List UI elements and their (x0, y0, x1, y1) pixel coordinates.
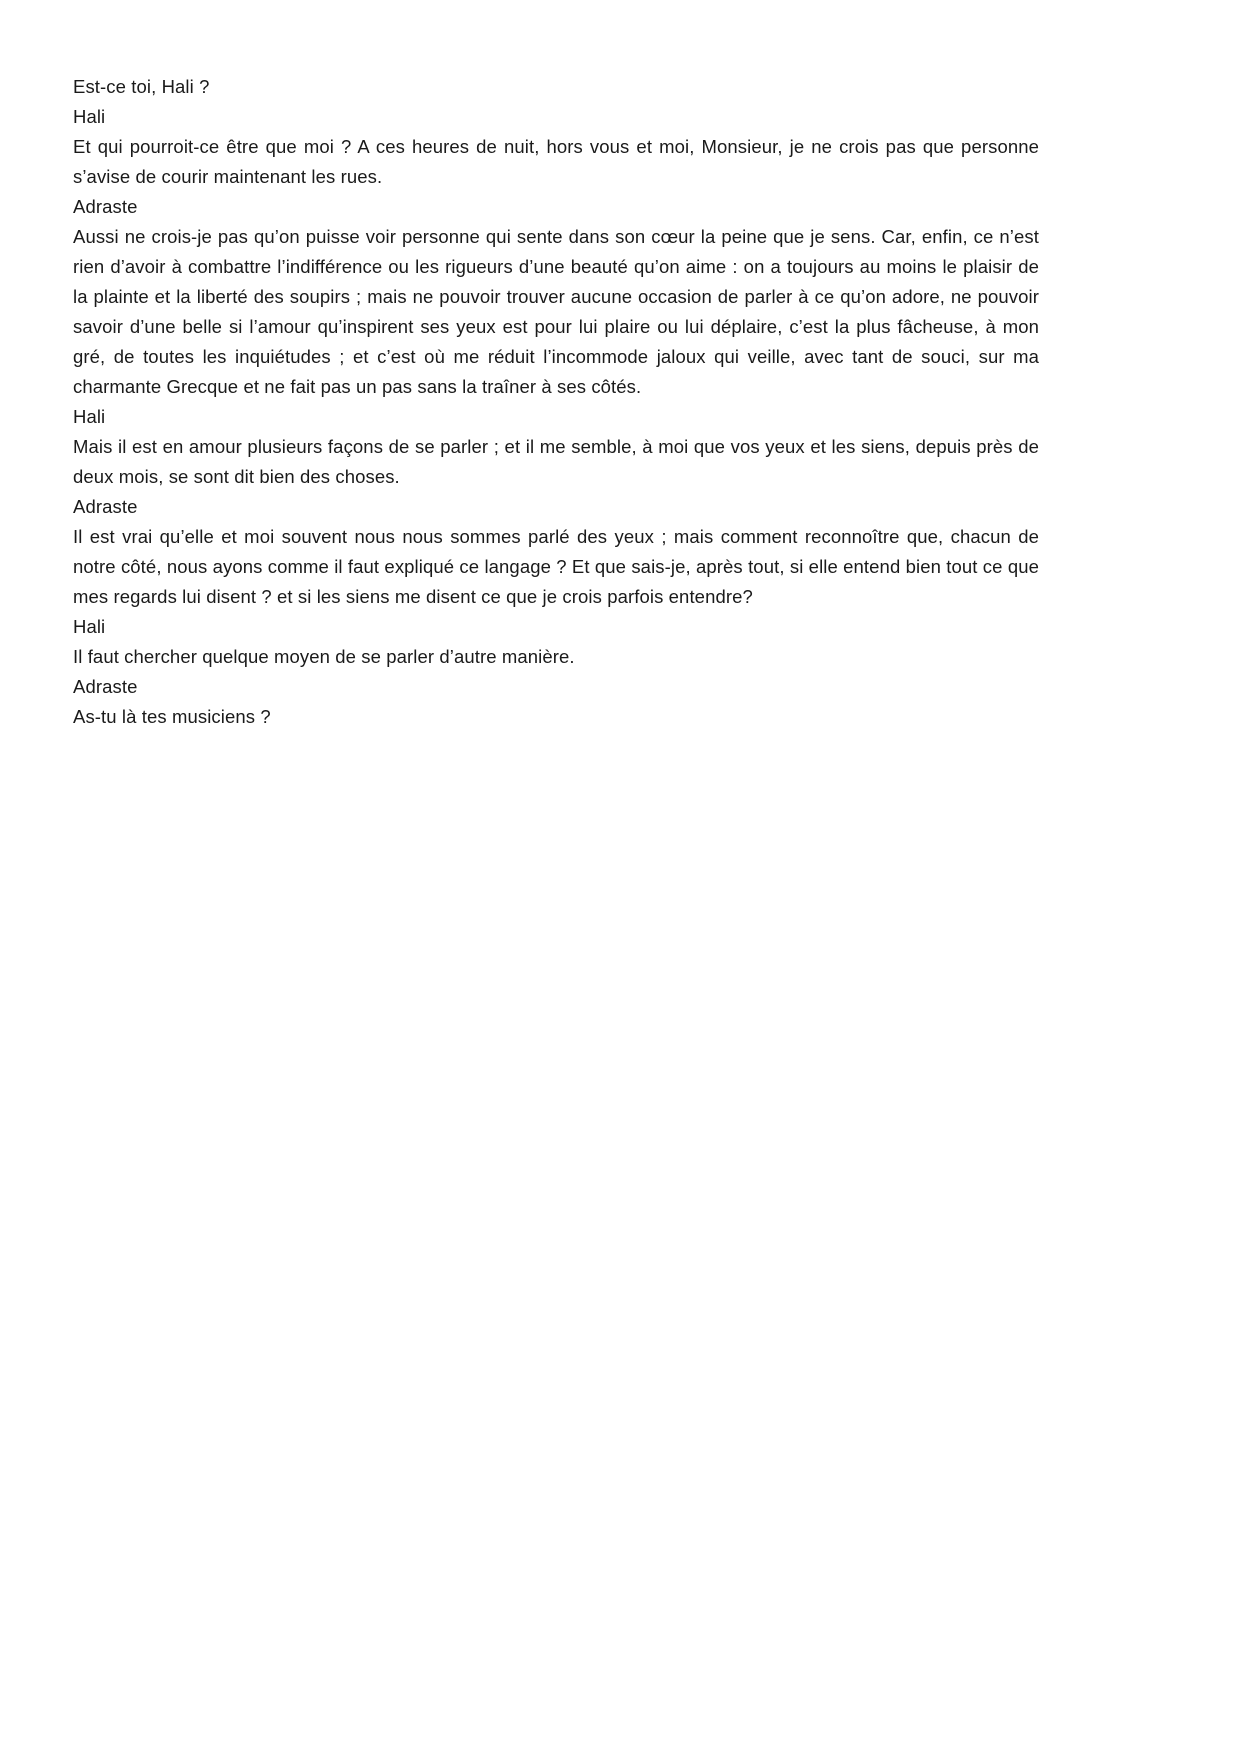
dialogue-paragraph: Est-ce toi, Hali ? (73, 76, 210, 97)
speaker-name: Adraste (73, 676, 138, 697)
dialogue-paragraph: As-tu là tes musiciens ? (73, 706, 271, 727)
dialogue-paragraph: Il est vrai qu’elle et moi souvent nous nous sommes parlé des yeux ; mais comment reconnoître que, chacun de notre côté, nous ayons comme il faut expliqué ce langage ? Et que sais-je, après tout, si elle entend bien tout ce que mes regards lui disent ? et si les siens me disent ce que je crois parfois entendre? (73, 526, 1039, 607)
dialogue-paragraph: Et qui pourroit-ce être que moi ? A ces heures de nuit, hors vous et moi, Monsieur, je ne crois pas que personne s’avise de courir maintenant les rues. (73, 136, 1039, 187)
dialogue-paragraph: Aussi ne crois-je pas qu’on puisse voir personne qui sente dans son cœur la peine que je sens. Car, enfin, ce n’est rien d’avoir à combattre l’indifférence ou les rigueurs d’une beauté qu’on aime : on a toujours au moins le plaisir de la plainte et la liberté des soupirs ; mais ne pouvoir trouver aucune occasion de parler à ce qu’on adore, ne pouvoir savoir d’une belle si l’amour qu’inspirent ses yeux est pour lui plaire ou lui déplaire, c’est la plus fâcheuse, à mon gré, de toutes les inquiétudes ; et c’est où me réduit l’incommode jaloux qui veille, avec tant de souci, sur ma charmante Grecque et ne fait pas un pas sans la traîner à ses côtés. (73, 226, 1039, 397)
speaker-name: Hali (73, 106, 106, 127)
dialogue-paragraph: Mais il est en amour plusieurs façons de se parler ; et il me semble, à moi que vos yeux et les siens, depuis près de deux mois, se sont dit bien des choses. (73, 436, 1039, 487)
speaker-name: Hali (73, 406, 106, 427)
document-text-column (73, 72, 1039, 732)
dialogue-paragraph: Il faut chercher quelque moyen de se parler d’autre manière. (73, 646, 575, 667)
speaker-name: Adraste (73, 196, 138, 217)
speaker-name: Hali (73, 616, 106, 637)
speaker-name: Adraste (73, 496, 138, 517)
